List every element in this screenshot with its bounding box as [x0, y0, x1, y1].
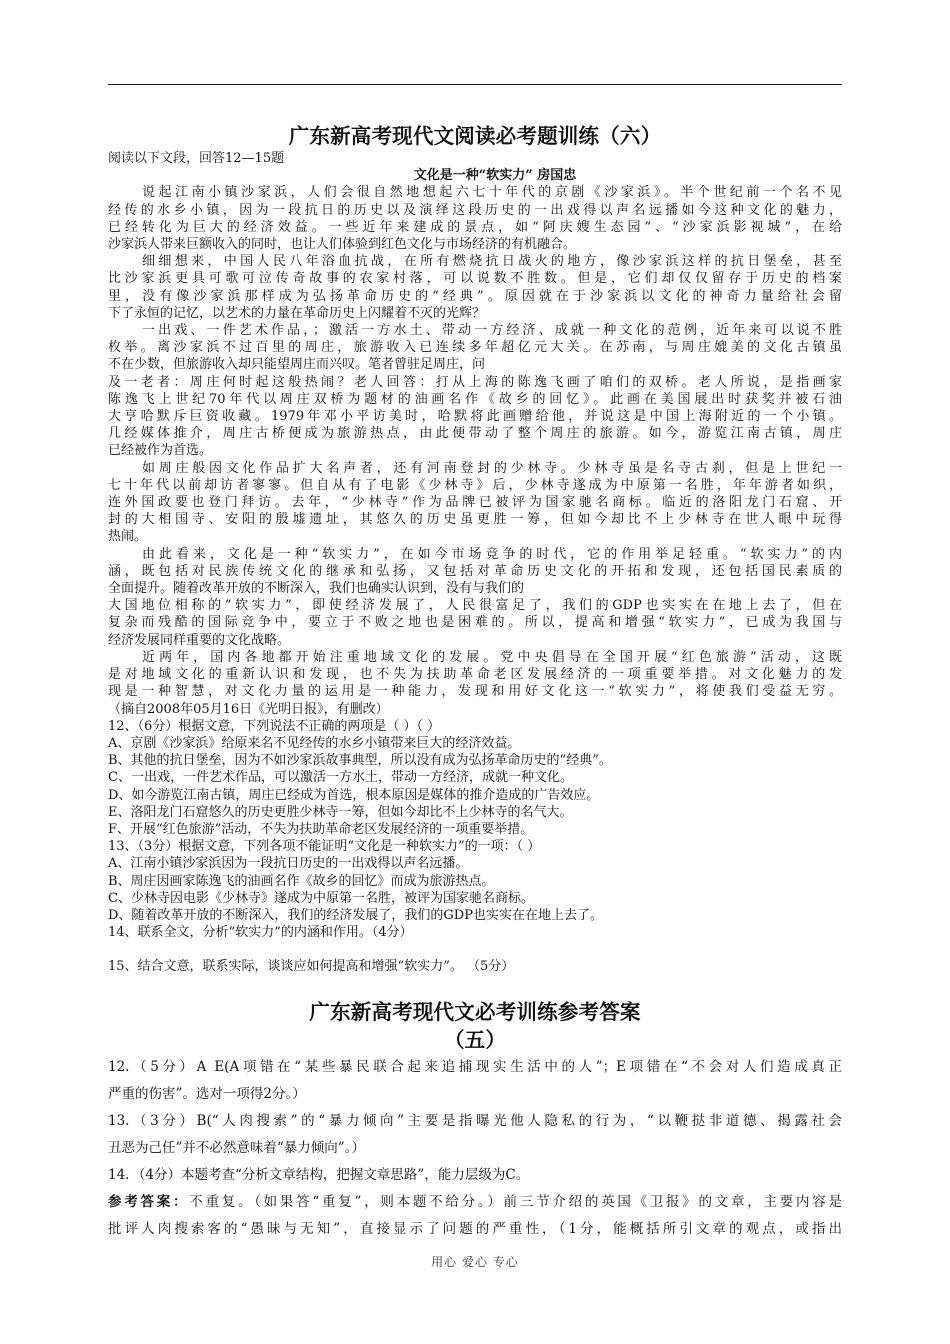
header-rule: [108, 84, 842, 85]
answer-line: 12.（5分）A E(A项错在“某些暴民联合起来追捕现实生活中的人”；E项错在“不会对人们造成真正: [108, 1058, 842, 1075]
question-line: 14、联系全文，分析“软实力”的内涵和作用。（4分）: [108, 925, 413, 941]
article-line: 复杂而残酷的国际竞争中，要立于不败之地也是困难的。所以，提高和增强“软实力”，已成为我国与: [108, 615, 842, 631]
article-line: 一出戏、一件艺术作品，；激活一方水土、带动一方经济、成就一种文化的范例，近年来可以说不胜: [142, 323, 842, 339]
article-line: 由此看来，文化是一种“软实力”，在如今市场竞争的时代，它的作用举足轻重。“软实力”的内: [142, 546, 842, 562]
article-line: 已经被作为首选。: [108, 443, 213, 459]
article-line: 不在少数，但旅游收入却只能望周庄而兴叹。笔者曾驻足周庄，问: [108, 357, 486, 373]
article-line: 大国地位相称的“软实力”，即使经济发展了，人民很富足了，我们的GDP也实实在在地上去了，但在: [108, 598, 842, 614]
article-line: 全面提升。随着改革开放的不断深入，我们也确实认识到，没有与我们的: [108, 581, 525, 597]
article-body: [108, 184, 842, 717]
question-line: 12、（6分）根据文意，下列说法不正确的两项是（ ）（ ）: [108, 718, 441, 734]
question-line: E、洛阳龙门石窟悠久的历史更胜少林寺一筹，但如今却比不上少林寺的名气大。: [108, 804, 573, 820]
article-line: 是对地域文化的重新认识和发现，也不失为扶助革命老区发展经济的一项重要举措。对文化魅力的发: [108, 667, 842, 683]
article-line: 沙家浜人带来巨额收入的同时，也让人们体验到红色文化与市场经济的有机融合。: [108, 237, 577, 253]
question-line: F、开展“红色旅游”活动，不失为扶助革命老区发展经济的一项重要举措。: [108, 821, 534, 837]
answer-line: 丑恶为己任”并不必然意味着“暴力倾向”。）: [108, 1139, 365, 1156]
question-line: A、江南小镇沙家浜因为一段抗日历史的一出戏得以声名远播。: [108, 856, 469, 872]
article-line: （摘自2008年05月16日《光明日报》，有删改）: [108, 701, 389, 717]
reading-instruction: 阅读以下文段，回答12—15题: [108, 151, 285, 166]
article-line: 连外国政要也登门拜访。去年，“少林寺”作为品牌已被评为国家驰名商标。临近的洛阳龙门石窟、开: [108, 495, 842, 511]
page-content: [108, 122, 842, 1243]
answers-subtitle: （五）: [443, 1027, 507, 1052]
question-line: B、周庄因画家陈逸飞的油画名作《故乡的回忆》而成为旅游热点。: [108, 873, 495, 889]
exam-title: 广东新高考现代文阅读必考题训练（六）: [288, 124, 662, 148]
question-line: C、一出戏，一件艺术作品，可以激活一方水土，带动一方经济，成就一种文化。: [108, 770, 573, 786]
reference-answer-text: 不重复。（如果答“重复”，则本题不给分。）前三节介绍的英国《卫报》的文章，主要内容是: [189, 1193, 842, 1210]
article-line: 七十年代以前却访者寥寥。但自从有了电影《少林寺》后，少林寺遂成为中原第一名胜，年年游者如织，: [108, 477, 842, 493]
answer-line: 14．（4分）本题考查“分析文章结构，把握文章思路”，能力层级为C。: [108, 1166, 530, 1183]
article-line: 细细想来，中国人民八年浴血抗战，在所有燃烧抗日战火的地方，像沙家浜这样的抗日堡垒，甚至: [142, 254, 842, 270]
question-line: D、随着改革开放的不断深入，我们的经济发展了，我们的GDP也实实在在地上去了。: [108, 907, 603, 923]
question-line: B、其他的抗日堡垒，因为不如沙家浜故事典型，所以没有成为弘扬革命历史的“经典”。: [108, 753, 612, 769]
answer-line: 严重的伤害”。选对一项得2分。）: [108, 1085, 306, 1102]
article-line: 里，没有像沙家浜那样成为弘扬革命历史的“经典”。原因就在于沙家浜以文化的神奇力量给社会留: [108, 288, 842, 304]
article-subtitle: 文化是一种“软实力” 房国忠: [413, 168, 577, 184]
reference-answer-line: [108, 1189, 842, 1216]
article-line: 几经媒体推介，周庄古桥便成为旅游热点，由此便带动了整个周庄的旅游。如今，游览江南古镇，周庄: [108, 426, 842, 442]
question-line: C、少林寺因电影《少林寺》遂成为中原第一名胜，被评为国家驰名商标。: [108, 890, 534, 906]
question-line: 13、（3分）根据文意，下列各项不能证明“文化是一种软实力”的一项：（ ）: [108, 839, 541, 855]
question-line: D、如今游览江南古镇，周庄已经成为首选，根本原因是媒体的推介造成的广告效应。: [108, 787, 600, 803]
article-line: 及一老者：周庄何时起这般热闹？老人回答：打从上海的陈逸飞画了咱们的双桥。老人所说，是指画家: [108, 374, 842, 390]
questions-section: [108, 718, 842, 976]
article-line: 经传的水乡小镇，因为一段抗日的历史以及演绎这段历史的一出戏得以声名远播如今这种文化的魅力，: [108, 202, 842, 218]
article-line: 陈逸飞上世纪70年代以周庄双桥为题材的油画名作《故乡的回忆》。此画在美国展出时获奖并被石油: [108, 391, 842, 407]
answers-title: 广东新高考现代文必考训练参考答案: [309, 999, 641, 1024]
article-line: 下了永恒的记忆，以艺术的力量在革命历史上闪耀着不灭的光辉？: [108, 305, 486, 321]
article-line: 热闹。: [108, 529, 148, 545]
article-line: 比沙家浜更具可歌可泣传奇故事的农家村落，可以说数不胜数。但是，它们却仅仅留存于历史的档案: [108, 271, 842, 287]
article-line: 封的大相国寺、安阳的殷墟遗址，其悠久的历史虽更胜一筹，但如今却比不上少林寺在世人眼中玩得: [108, 512, 842, 528]
question-line: 15、结合文意，联系实际，谈谈应如何提高和增强“软实力”。 （5分）: [108, 959, 515, 975]
article-line: 说起江南小镇沙家浜，人们会很自然地想起六七十年代的京剧《沙家浜》。半个世纪前一个名不见: [142, 185, 842, 201]
reference-answer-line-2: 批评人肉搜索客的“愚昧与无知”，直接显示了问题的严重性，（1分，能概括所引文章的观点，或指出: [108, 1220, 842, 1237]
page-footer: 用心 爱心 专心: [431, 1255, 519, 1269]
article-line: 涵，既包括对民族传统文化的继承和弘扬，又包括对革命历史文化的开拓和发现，还包括国民素质的: [108, 563, 842, 579]
article-line: 已经转化为巨大的经济效益。一些近年来建成的景点，如“阿庆嫂生态园”、“沙家浜影视城”，在给: [108, 219, 842, 235]
reference-answer-label: 参考答案：: [108, 1193, 190, 1210]
article-line: 现是一种智慧，对文化力量的运用是一种能力，发现和用好文化这一“软实力”，将使我们受益无穷。: [108, 684, 842, 700]
article-line: 大亨哈默斥巨资收藏。1979年邓小平访美时，哈默将此画赠给他，并说这是中国上海附近的一个小镇。: [108, 409, 842, 425]
article-line: 近两年，国内各地都开始注重地域文化的发展。党中央倡导在全国开展“红色旅游”活动，这既: [142, 649, 842, 665]
article-line: 如周庄般因文化作品扩大名声者，还有河南登封的少林寺。少林寺虽是名寺古刹，但是上世纪一: [142, 460, 842, 476]
article-line: 经济发展同样重要的文化战略。: [108, 632, 291, 648]
answers-section: [108, 1054, 842, 1189]
article-line: 枚举。离沙家浜不过百里的周庄，旅游收入已连续多年超亿元大关。在苏南，与周庄媲美的文化古镇虽: [108, 340, 842, 356]
answer-line: 13.（3分）B(“人肉搜索”的“暴力倾向”主要是指曝光他人隐私的行为，“以鞭挞非道德、揭露社会: [108, 1112, 842, 1129]
question-line: A、京剧《沙家浜》给原来名不见经传的水乡小镇带来巨大的经济效益。: [108, 735, 521, 751]
